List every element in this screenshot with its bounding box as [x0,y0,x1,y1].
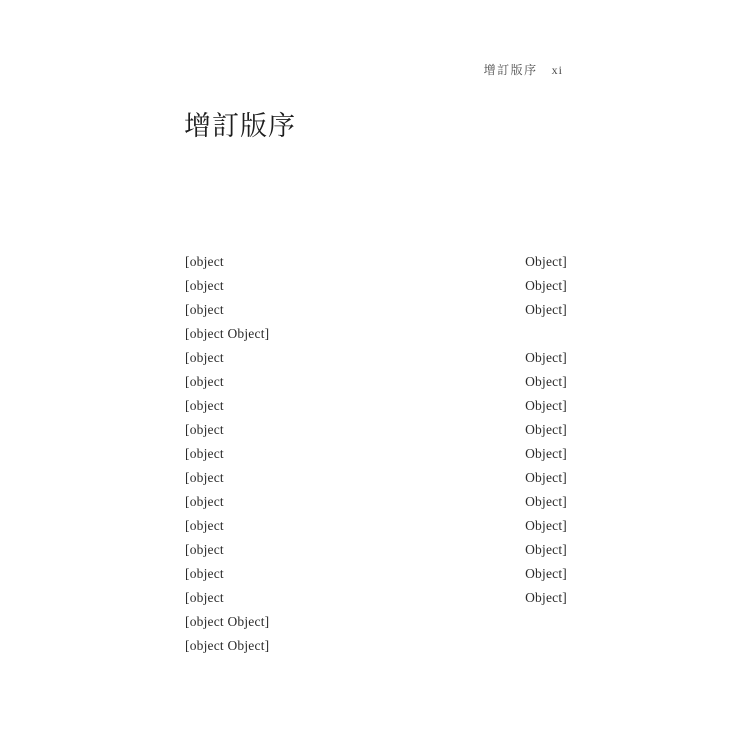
text-line: [object Object] [185,446,567,461]
text-line: [object Object] [185,566,567,581]
running-header [185,61,563,78]
text-line: [object Object] [185,278,567,293]
chapter-title: 增訂版序 [184,111,296,141]
paragraph [185,634,567,658]
text-line: [object Object] [185,350,567,365]
text-line: [object Object] [185,638,270,653]
text-line: [object Object] [185,494,567,509]
text-line: [object Object] [185,590,567,605]
text-line: [object Object] [185,254,567,269]
text-line: [object Object] [185,326,270,341]
running-header-title: 增訂版序 [483,63,538,77]
text-line: [object Object] [185,422,567,437]
text-line: [object Object] [185,518,567,533]
text-line: [object Object] [185,542,567,557]
text-line: [object Object] [185,374,567,389]
page-number: xi [551,63,563,77]
body-text [185,250,567,658]
paragraph [185,346,567,634]
paragraph [185,250,567,346]
text-line: [object Object] [185,614,270,629]
text-line: [object Object] [185,302,567,317]
text-line: [object Object] [185,470,567,485]
text-line: [object Object] [185,398,567,413]
